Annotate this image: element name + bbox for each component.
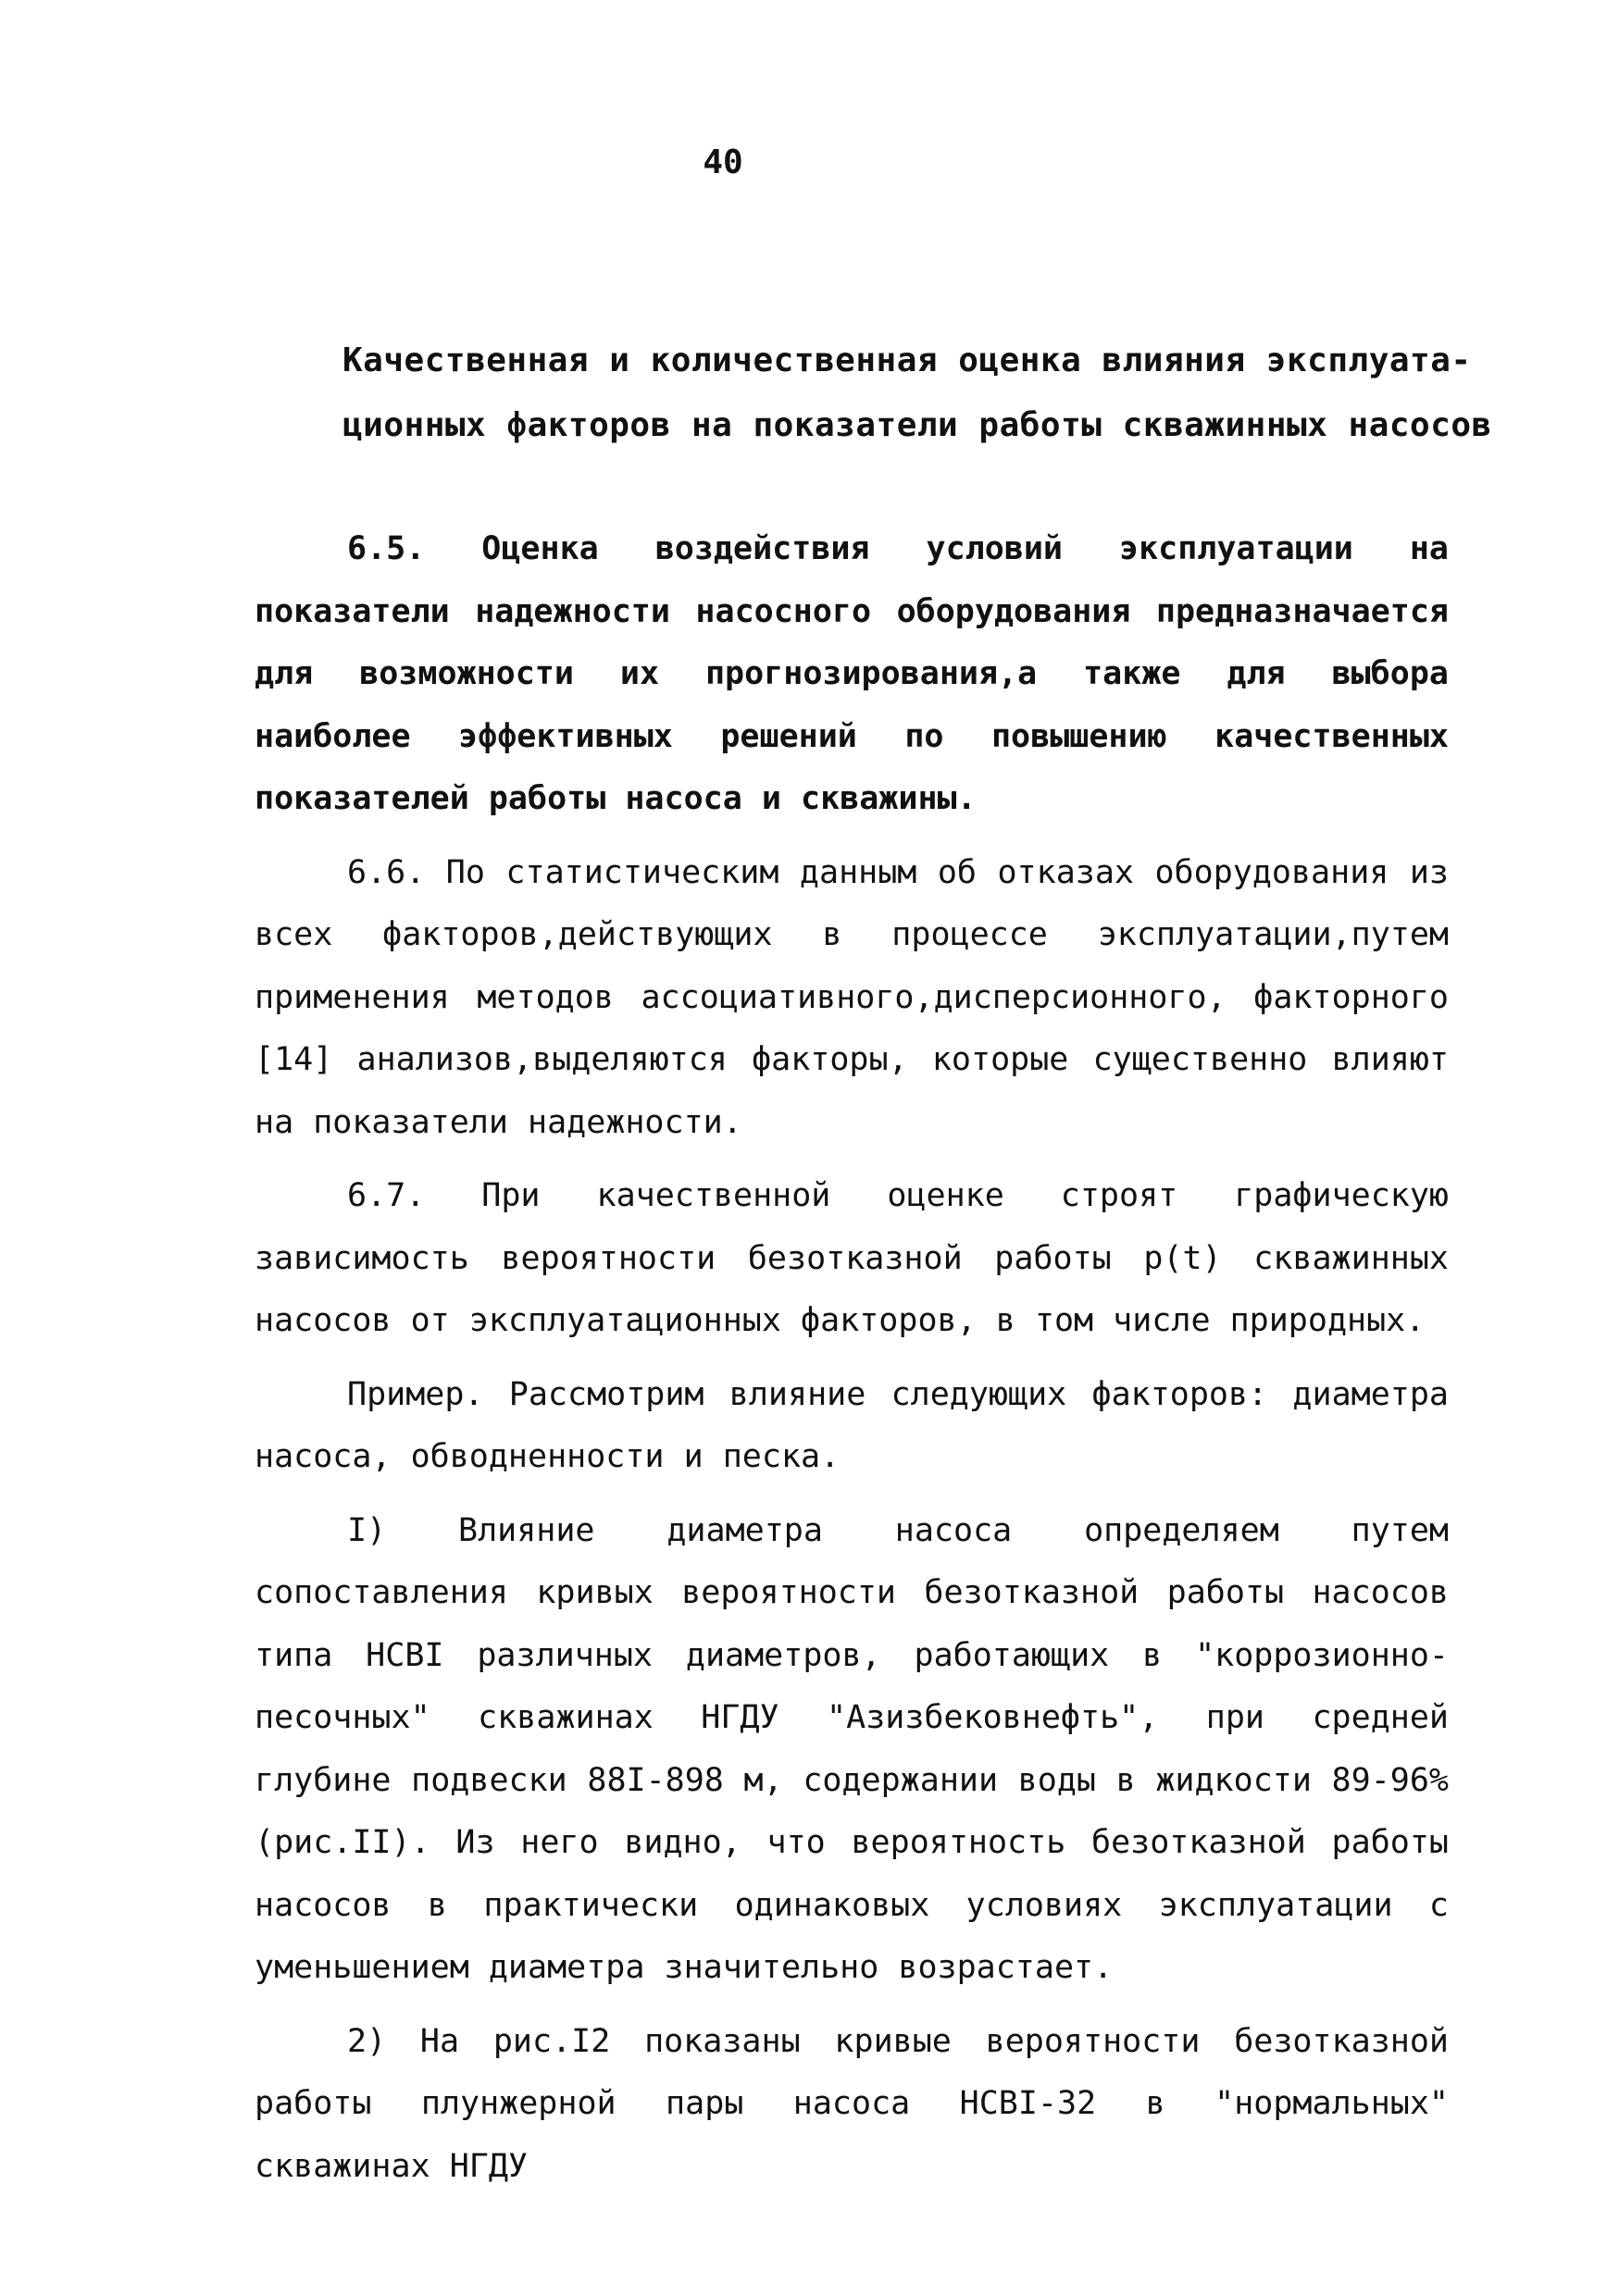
heading-line-1: Качественная и количественная оценка влияния эксплуата- [342,341,1472,379]
paragraph-example: Пример. Рассмотрим влияние следующих факторов: диаметра насоса, обводненности и песка. [255,1375,1449,1475]
paragraph-item-2: 2) На рис.I2 показаны кривые вероятности безотказной работы плунжерной пары насоса НСВI-32 в "нормальных" скважинах НГДУ [255,2022,1449,2185]
paragraph-6-7: 6.7. При качественной оценке строят графическую зависимость вероятности безотказной работы p(t) скважинных насосов от эксплуатационных факторов, в том числе природных. [255,1177,1449,1339]
heading-line-2: ционных факторов на показатели работы скважинных насосов [342,406,1492,444]
body-text [255,518,1449,2198]
paragraph-item-1: I) Влияние диаметра насоса определяем путем сопоставления кривых вероятности безотказной работы насосов типа НСВI различных диаметров, работающих в "коррозионно-песочных" скважинах НГДУ "Азизбековнефть", при средней глубине подвески 88I-898 м, содержании воды в жидкости 89-96% (рис.II). Из него видно, что вероятность безотказной работы насосов в практически одинаковых условиях эксплуатации с уменьшением диаметра значительно возрастает. [255,1511,1449,1986]
page-number: 40 [703,143,743,181]
section-heading [342,329,1492,458]
paragraph-6-6: 6.6. По статистическим данным об отказах оборудования из всех факторов,действующих в процессе эксплуатации,путем применения методов ассоциативного,дисперсионного, факторного [14] анализов,выделяются факторы, которые существенно влияют на показатели надежности. [255,853,1449,1141]
paragraph-6-5: 6.5. Оценка воздействия условий эксплуатации на показатели надежности насосного оборудования предназначается для возможности их прогнозирования,а также для выбора наиболее эффективных решений по повышению качественных показателей работы насоса и скважины. [255,530,1449,817]
